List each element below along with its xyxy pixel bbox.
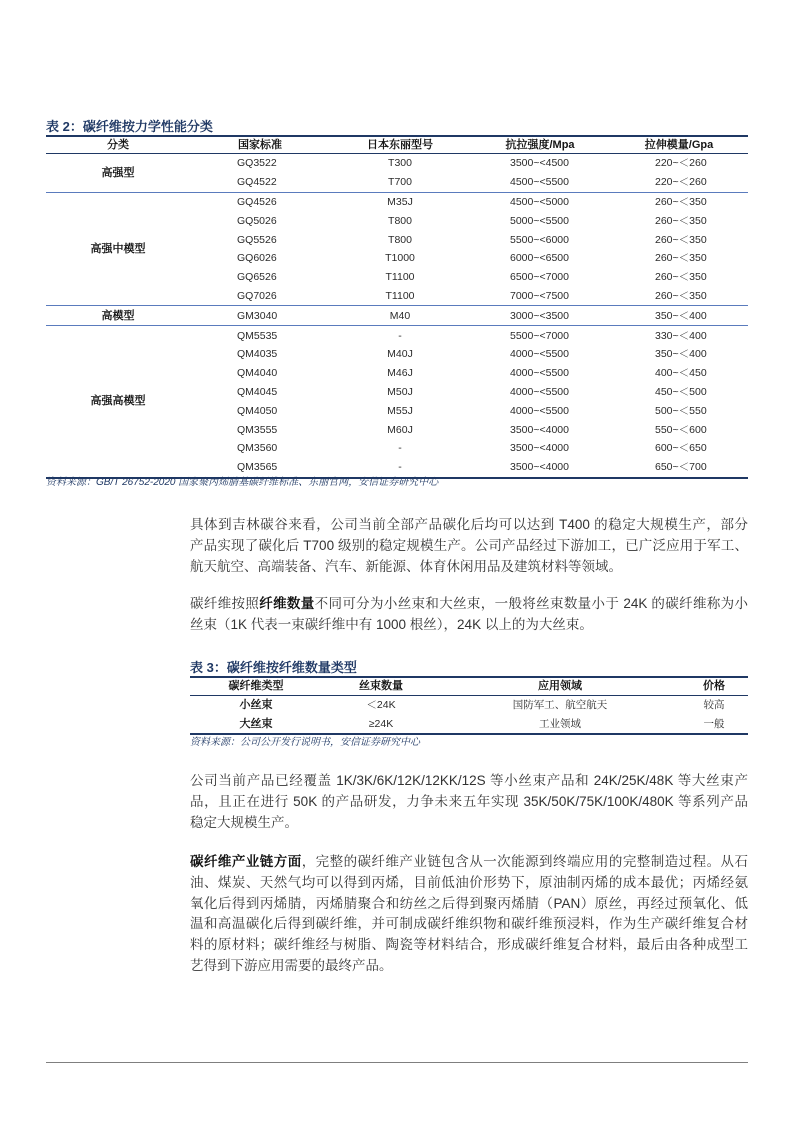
table-2-cell: 3500~<4000: [510, 461, 569, 474]
table-2-cell: QM4040: [237, 367, 278, 380]
table-2-cell: M46J: [387, 367, 413, 380]
table-2-header-tensile-strength: 抗拉强度/Mpa: [470, 136, 610, 154]
table-2-cell: -: [398, 461, 402, 474]
table-2-cell: -: [398, 442, 402, 455]
table-2-cell: GQ7026: [237, 289, 277, 302]
table-2-cell: QM4045: [237, 385, 278, 398]
table-2-cell: 330~＜400: [610, 326, 748, 345]
table-2-cell: T1100: [385, 289, 415, 302]
table-2-cell: 6000~<6500: [510, 252, 569, 265]
table-2-cell: 260~＜350: [655, 252, 707, 265]
table-2-category-cell: 高强中模型: [46, 192, 190, 306]
table-2-cell: 500~＜550: [655, 404, 707, 417]
table-2-cell: 260~＜350: [655, 289, 707, 302]
text-run: 丝束（1K 代表一束碳纤维中有 1000 根丝），24K 以上的为大丝束。: [190, 616, 593, 632]
table-2-body: [46, 154, 748, 478]
table-2-cell: 260~＜350: [655, 233, 707, 246]
table-2-cell: M35J: [330, 192, 470, 211]
table-2-category-cell: 高强高模型: [46, 326, 190, 478]
paragraph-line: [190, 615, 748, 636]
table-2-cell: QM4050: [237, 404, 278, 417]
table-2-cell: 260~＜350: [655, 214, 707, 227]
table-2-category-cell: 高强型: [101, 166, 135, 179]
table-2-cell: M40: [330, 306, 470, 326]
table-3-header-price: 价格: [680, 677, 748, 696]
table-2: [46, 135, 748, 479]
table-2-cell: 260~＜350: [655, 271, 707, 284]
paragraph-line: [190, 813, 748, 834]
table-2-cell: GQ6026: [237, 252, 277, 265]
table-2-cell: GQ5026: [237, 214, 277, 227]
table-2-category-cell: 高模型: [46, 306, 190, 326]
table-row: [46, 154, 748, 173]
table-2-cell: 4000~<5500: [510, 385, 569, 398]
table-2-cell: 220~＜260: [655, 157, 707, 170]
table-2-cell: 350~＜400: [610, 306, 748, 326]
table-3-cell: 较高: [703, 699, 725, 712]
table-2-cell: -: [330, 326, 470, 345]
table-row: [190, 715, 748, 735]
paragraph-line: [190, 771, 748, 792]
table-2-cell: 400~＜450: [655, 367, 707, 380]
table-3-category-cell: 小丝束: [239, 699, 273, 712]
text-run: 氧化后得到丙烯腈，丙烯腈聚合和纺丝之后得到聚丙烯腈（PAN）原丝，再经过预氧化、低: [190, 895, 748, 911]
table-2-source: 资料来源：GB/T 26752-2020 国家聚丙烯腈基碳纤维标准、东丽官网，安信证券研究中心: [46, 477, 439, 488]
table-3-header: [190, 677, 748, 696]
table-2-cell: GQ4526: [190, 192, 330, 211]
text-run: 具体到吉林碳谷来看，公司当前全部产品碳化后均可以达到 T400 的稳定大规模生产，部分: [190, 517, 748, 532]
text-run: 温和高温碳化后得到碳纤维，并可制成碳纤维织物和碳纤维预浸料，作为生产碳纤维复合材: [190, 916, 748, 932]
table-2-cell: 3000~<3500: [470, 306, 610, 326]
text-run: ，完整的碳纤维产业链包含从一次能源到终端应用的完整制造过程。从石: [301, 854, 748, 869]
table-row: [46, 326, 748, 345]
table-2-header-tensile-modulus: 拉伸模量/Gpa: [610, 136, 748, 154]
table-2-cell: M50J: [387, 385, 413, 398]
table-3-category-cell: 大丝束: [239, 717, 273, 730]
text-run: 不同可分为小丝束和大丝束，一般将丝束数量小于 24K 的碳纤维称为小: [314, 596, 748, 611]
table-2-cell: M55J: [387, 404, 413, 417]
table-2-cell: T800: [388, 233, 412, 246]
table-header-row: [46, 136, 748, 154]
table-2-cell: 4000~<5500: [510, 348, 569, 361]
table-2-cell: QM5535: [190, 326, 330, 345]
text-run: 稳定大规模生产。: [190, 814, 298, 830]
table-2-header: [46, 136, 748, 154]
table-2-cell: GQ6526: [237, 271, 277, 284]
text-run: 公司当前产品已经覆盖 1K/3K/6K/12K/12KK/12S 等小丝束产品和 24K/25K/48K 等大丝束产: [190, 773, 748, 788]
text-run: 航天航空、高端装备、汽车、新能源、体育休闲用品及建筑材料等领域。: [190, 558, 622, 574]
paragraph-line: [190, 536, 748, 557]
table-2-cell: 7000~<7500: [510, 289, 569, 302]
table-3-cell: 一般: [703, 717, 725, 730]
table-2-cell: T300: [388, 157, 412, 170]
bold-term: 碳纤维产业链方面: [190, 854, 302, 869]
table-2-cell: 4500~<5500: [510, 176, 569, 189]
table-3-cell: ＜24K: [366, 699, 396, 712]
paragraph-line: [190, 894, 748, 915]
table-2-cell: 220~＜260: [655, 176, 707, 189]
table-3-header-fiber-type: 碳纤维类型: [190, 677, 322, 696]
paragraph-line: [190, 594, 748, 615]
table-2-cell: M60J: [387, 423, 413, 436]
table-2-cell: QM4035: [237, 348, 278, 361]
table-2-cell: T1000: [385, 252, 415, 265]
table-2-cell: 3500~<4500: [510, 157, 569, 170]
table-row: [46, 306, 748, 326]
table-2-cell: QM3565: [237, 461, 278, 474]
text-run: 料的原材料；碳纤维经与树脂、陶瓷等材料结合，形成碳纤维复合材料，最后由各种成型工: [190, 937, 748, 953]
table-2-cell: GQ3522: [237, 157, 277, 170]
table-2-cell: 600~＜650: [655, 442, 707, 455]
table-2-cell: 260~＜350: [610, 192, 748, 211]
table-2-cell: 6500~<7000: [510, 271, 569, 284]
footer-divider: [46, 1062, 748, 1063]
table-row: [46, 192, 748, 211]
text-run: 艺得到下游应用需要的最终产品。: [190, 957, 393, 973]
text-run: 油、煤炭、天然气均可以得到丙烯，目前低油价形势下，原油制丙烯的成本最优；丙烯经氨: [190, 874, 748, 890]
table-2-cell: T800: [388, 214, 412, 227]
table-2-cell: QM3560: [237, 442, 278, 455]
table-2-cell: 4000~<5500: [510, 404, 569, 417]
paragraph-industry-chain: [190, 852, 748, 977]
paragraph-line: [190, 557, 748, 578]
table-2-cell: GM3040: [190, 306, 330, 326]
table-3-cell: ≥24K: [368, 717, 394, 730]
table-2-cell: T700: [388, 176, 412, 189]
paragraph-line: [190, 914, 748, 935]
text-run: 碳纤维按照: [190, 596, 260, 611]
table-2-cell: 3500~<4000: [510, 442, 569, 455]
table-3-cell: 国防军工、航空航天: [512, 699, 608, 712]
table-2-cell: 550~＜600: [655, 423, 707, 436]
table-2-cell: M40J: [387, 348, 413, 361]
table-header-row: [190, 677, 748, 696]
paragraph-fiber-count: [190, 594, 748, 636]
table-2-cell: 350~＜400: [655, 348, 707, 361]
table-3-body: [190, 696, 748, 735]
table-2-cell: 5000~<5500: [510, 214, 569, 227]
table-row: [190, 696, 748, 715]
table-3: [190, 676, 748, 735]
table-2-cell: 4500~<5000: [470, 192, 610, 211]
table-2-cell: 5500~<7000: [470, 326, 610, 345]
table-2-header-category: 分类: [46, 136, 190, 154]
paragraph-line: [190, 515, 748, 536]
table-2-header-national-standard: 国家标准: [190, 136, 330, 154]
bold-term: 纤维数量: [259, 596, 315, 611]
table-2-cell: GQ5526: [237, 233, 277, 246]
table-3-title: 表 3：碳纤维按纤维数量类型: [190, 660, 357, 675]
table-2-cell: 3500~<4000: [510, 423, 569, 436]
table-3-cell: 工业领域: [539, 717, 581, 730]
table-2-cell: 650~＜700: [655, 461, 707, 474]
paragraph-line: [190, 852, 748, 873]
table-2-cell: 450~＜500: [655, 385, 707, 398]
table-3-header-tow-count: 丝束数量: [322, 677, 440, 696]
table-3-source: 资料来源：公司公开发行说明书，安信证券研究中心: [190, 737, 420, 748]
paragraph-product-coverage: [190, 771, 748, 833]
table-2-cell: 5500~<6000: [510, 233, 569, 246]
table-3-header-application: 应用领域: [440, 677, 680, 696]
paragraph-line: [190, 935, 748, 956]
paragraph-line: [190, 956, 748, 977]
text-run: 品，且正在进行 50K 的产品研发，力争未来五年实现 35K/50K/75K/100K/480K 等系列产品: [190, 793, 748, 809]
table-2-cell: GQ4522: [237, 176, 277, 189]
paragraph-line: [190, 873, 748, 894]
table-2-cell: QM3555: [237, 423, 278, 436]
table-2-cell: T1100: [385, 271, 415, 284]
paragraph-line: [190, 792, 748, 813]
paragraph-jilin-carbon-valley: [190, 515, 748, 577]
table-2-cell: 4000~<5500: [510, 367, 569, 380]
table-2-header-toray-model: 日本东丽型号: [330, 136, 470, 154]
table-2-title: 表 2：碳纤维按力学性能分类: [46, 119, 213, 134]
text-run: 产品实现了碳化后 T700 级别的稳定规模生产。公司产品经过下游加工，已广泛应用于军工、: [190, 537, 748, 553]
